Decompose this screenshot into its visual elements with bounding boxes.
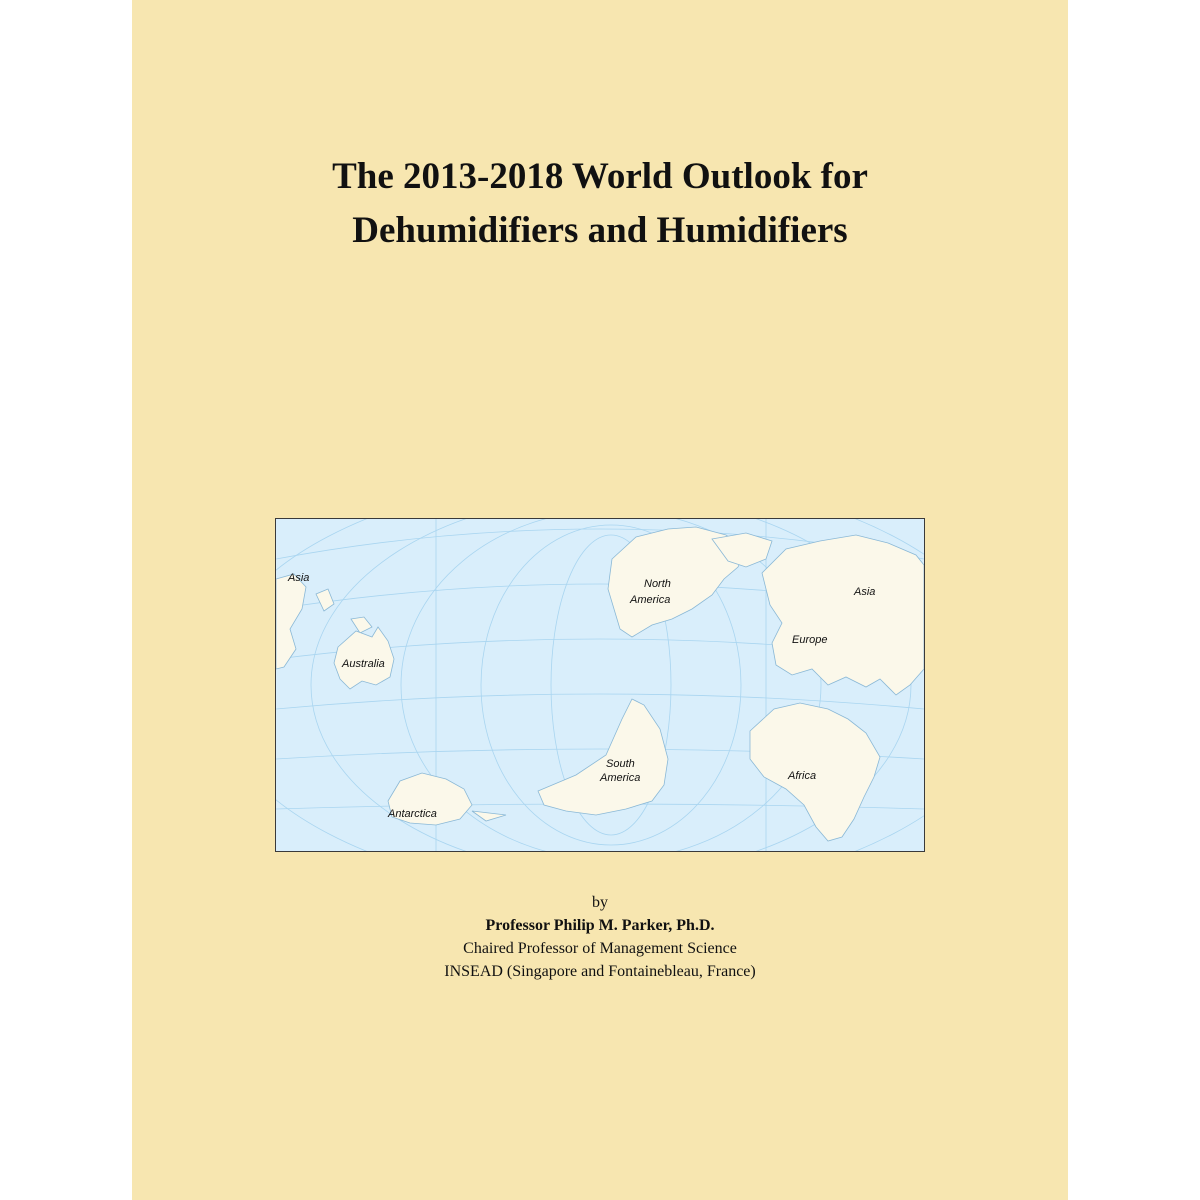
title-line-2: Dehumidifiers and Humidifiers	[352, 210, 848, 251]
world-map	[275, 518, 925, 852]
byline	[132, 891, 1068, 983]
label-asia-left: Asia	[288, 572, 310, 584]
label-africa: Africa	[788, 770, 817, 782]
label-asia-right: Asia	[854, 586, 876, 598]
label-europe: Europe	[792, 634, 828, 646]
map-land	[276, 527, 924, 841]
book-cover	[132, 0, 1068, 1200]
author-position: Chaired Professor of Management Science	[463, 940, 737, 957]
label-antarctica: Antarctica	[388, 808, 437, 820]
label-australia: Australia	[342, 658, 385, 670]
title-line-1: The 2013-2018 World Outlook for	[332, 156, 868, 197]
book-title	[132, 150, 1068, 258]
label-south-america-1: South	[606, 758, 635, 770]
author-affiliation: INSEAD (Singapore and Fontainebleau, France)	[444, 963, 756, 980]
world-map-graphic	[276, 519, 924, 851]
label-north-america-2: America	[630, 594, 671, 606]
label-north-america-1: North	[644, 578, 671, 590]
author-name: Professor Philip M. Parker, Ph.D.	[485, 917, 715, 934]
label-south-america-2: America	[600, 772, 641, 784]
byline-by: by	[592, 894, 608, 911]
